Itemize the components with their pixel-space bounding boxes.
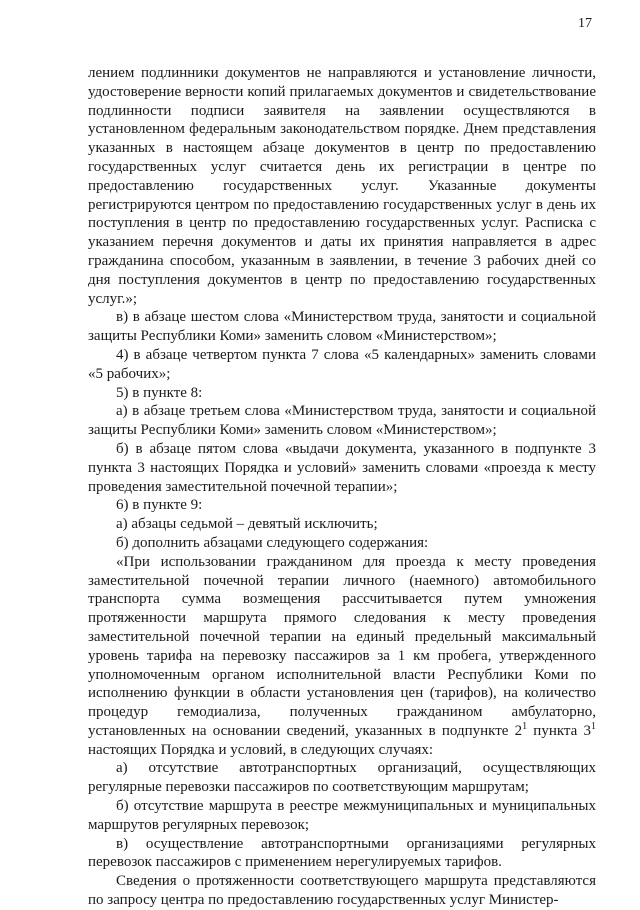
- document-body: [88, 64, 596, 910]
- paragraph: 5) в пункте 8:: [116, 384, 203, 401]
- paragraph: а) отсутствие автотранспортных организаций, осуществляющих регулярные перевозки пассажиров по соответствующим маршрутам;: [88, 760, 596, 796]
- superscript: 1: [522, 720, 528, 732]
- page-number: 17: [578, 16, 592, 31]
- paragraph: 6) в пункте 9:: [116, 497, 203, 514]
- paragraph: а) абзацы седьмой – девятый исключить;: [116, 516, 378, 533]
- paragraph-text-part: настоящих Порядка и условий, в следующих случаях:: [88, 741, 434, 758]
- paragraph-text-part: «При использовании гражданином для проезда к месту проведения заместительной почечной терапии личного (наемного) автомобильного транспорта сумма возмещения рассчитывается путем умножения протяженности маршрута прямого следования к месту проведения заместительной почечной терапии на единый предельный максимальный уровень тарифа на перевозку пассажиров за 1 км пробега, утвержденного уполномоченным органом исполнительной власти Республики Коми по исполнению функции в области установления цен (тарифов), на количество процедур гемодиализа, полученных гражданином амбулаторно, установленных на основании сведений, указанных в подпункте 2: [88, 553, 596, 739]
- paragraph: б) дополнить абзацами следующего содержания:: [116, 534, 429, 551]
- paragraph-with-superscripts: [88, 553, 596, 760]
- paragraph-text-part: пункта 3: [527, 722, 591, 739]
- paragraph: 4) в абзаце четвертом пункта 7 слова «5 календарных» заменить словами «5 рабочих»;: [88, 346, 596, 382]
- paragraph: в) осуществление автотранспортными организациями регулярных перевозок пассажиров с применением нерегулируемых тарифов.: [88, 835, 596, 871]
- paragraph: в) в абзаце шестом слова «Министерством труда, занятости и социальной защиты Республики Коми» заменить словом «Министерством»;: [88, 309, 596, 345]
- superscript: 1: [591, 720, 596, 732]
- paragraph: Сведения о протяженности соответствующего маршрута представляются по запросу центра по предоставлению государственных услуг Министер-: [88, 873, 596, 909]
- paragraph: б) в абзаце пятом слова «выдачи документа, указанного в подпункте 3 пункта 3 настоящих Порядка и условий» заменить словами «проезда к месту проведения заместительной почечной терапии»;: [88, 440, 596, 495]
- paragraph: б) отсутствие маршрута в реестре межмуниципальных и муниципальных маршрутов регулярных перевозок;: [88, 798, 596, 833]
- paragraph: лением подлинники документов не направляются и установление личности, удостоверение верности копий прилагаемых документов и свидетельствование подлинности подписи заявителя на заявлении осуществляются в установленном федеральным законодательством порядке. Днем представления указанных в настоящем абзаце документов в центр по предоставлению государственных услуг считается день их регистрации в центре по предоставлению государственных услуг. Указанные документы регистрируются центром по предоставлению государственных услуг в день их поступления в центр по предоставлению государственных услуг. Расписка с указанием перечня документов и даты их принятия направляется в адрес гражданина способом, указанным в заявлении, в течение 3 рабочих дней со дня поступления документов в центр по предоставлению государственных услуг.»;: [88, 65, 596, 307]
- paragraph: а) в абзаце третьем слова «Министерством труда, занятости и социальной защиты Республики Коми» заменить словом «Министерством»;: [88, 403, 596, 439]
